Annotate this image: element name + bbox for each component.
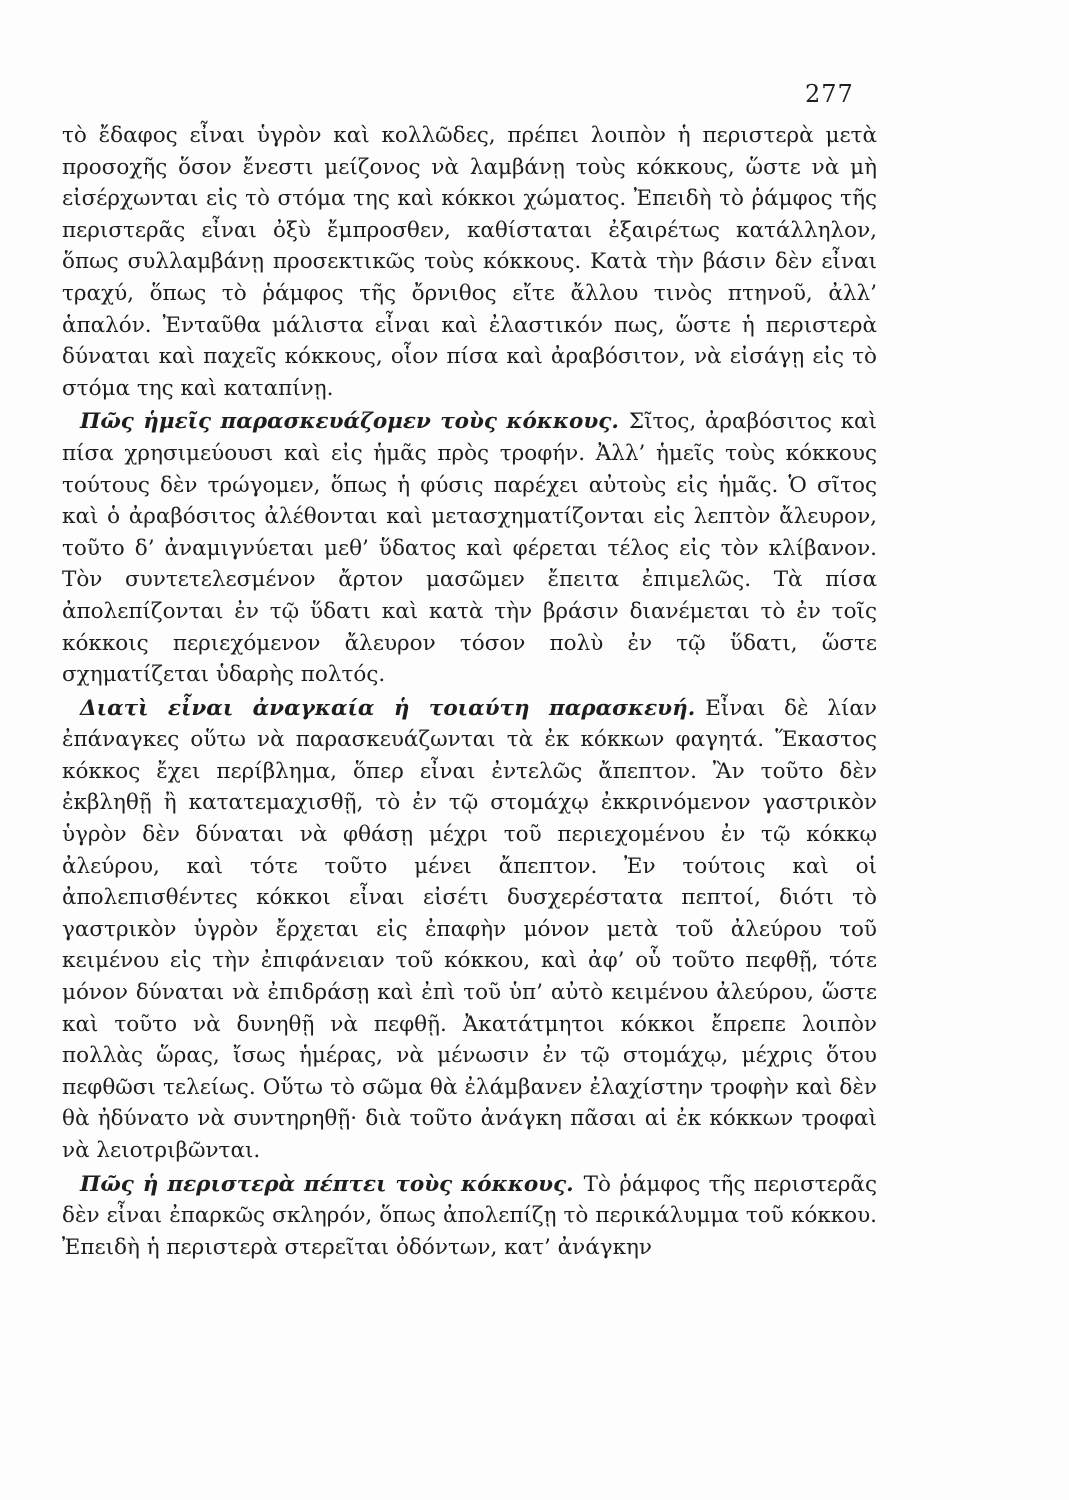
paragraph-3 xyxy=(62,693,877,1167)
paragraph-1-text: τὸ ἔδαφος εἶναι ὑγρὸν καὶ κολλῶδες, πρέπει λοιπὸν ἡ περιστερὰ μετὰ προσοχῆς ὅσον ἔνεστι μείζονος νὰ λαμβάνῃ τοὺς κόκκους, ὥστε νὰ μὴ εἰσέρχωνται εἰς τὸ στόμα της καὶ κόκκοι χώματος. Ἐπειδὴ τὸ ῥάμφος τῆς περιστερᾶς εἶναι ὀξὺ ἔμπροσθεν, καθίσταται ἐξαιρέτως κατάλληλον, ὅπως συλλαμβάνῃ προσεκτικῶς τοὺς κόκκους. Κατὰ τὴν βάσιν δὲν εἶναι τραχύ, ὅπως τὸ ῥάμφος τῆς ὄρνιθος εἴτε ἄλλου τινὸς πτηνοῦ, ἀλλ’ ἁπαλόν. Ἐνταῦθα μάλιστα εἶναι καὶ ἐλαστικόν πως, ὥστε ἡ περιστερὰ δύναται καὶ παχεῖς κόκκους, οἷον πίσα καὶ ἀραβόσιτον, νὰ εἰσάγῃ εἰς τὸ στόμα της καὶ καταπίνῃ. xyxy=(62,123,877,401)
page-number: 277 xyxy=(805,80,854,108)
section-heading-preparation: Πῶς ἡμεῖς παρασκευάζομεν τοὺς κόκκους. xyxy=(80,409,619,435)
section-heading-necessity: Διατὶ εἶναι ἀναγκαία ἡ τοιαύτη παρασκευή. xyxy=(80,695,696,721)
section-heading-digestion: Πῶς ἡ περιστερὰ πέπτει τοὺς κόκκους. xyxy=(80,1171,574,1197)
paragraph-3-text: Εἶναι δὲ λίαν ἐπάναγκες οὕτω νὰ παρασκευάζωνται τὰ ἐκ κόκκων φαγητά. Ἕκαστος κόκκος ἔχει περίβλημα, ὅπερ εἶναι ἐντελῶς ἄπεπτον. Ἂν τοῦτο δὲν ἐκβληθῇ ἢ κατατεμαχισθῇ, τὸ ἐν τῷ στομάχῳ ἐκκρινόμενον γαστρικὸν ὑγρὸν δὲν δύναται νὰ φθάσῃ μέχρι τοῦ περιεχομένου ἐν τῷ κόκκῳ ἀλεύρου, καὶ τότε τοῦτο μένει ἄπεπτον. Ἐν τούτοις καὶ οἱ ἀπολεπισθέντες κόκκοι εἶναι εἰσέτι δυσχερέστατα πεπτοί, διότι τὸ γαστρικὸν ὑγρὸν ἔρχεται εἰς ἐπαφὴν μόνον μετὰ τοῦ ἀλεύρου τοῦ κειμένου εἰς τὴν ἐπιφάνειαν τοῦ κόκκου, καὶ ἀφ’ οὗ τοῦτο πεφθῇ, τότε μόνον δύναται νὰ ἐπιδράσῃ καὶ ἐπὶ τοῦ ὑπ’ αὐτὸ κειμένου ἀλεύρου, ὥστε καὶ τοῦτο νὰ δυνηθῇ νὰ πεφθῇ. Ἀκατάτμητοι κόκκοι ἔπρεπε λοιπὸν πολλὰς ὥρας, ἴσως ἡμέρας, νὰ μένωσιν ἐν τῷ στομάχῳ, μέχρις ὅτου πεφθῶσι τελείως. Οὕτω τὸ σῶμα θὰ ἐλάμβανεν ἐλαχίστην τροφὴν καὶ δὲν θὰ ἠδύνατο νὰ συντηρηθῇ· διὰ τοῦτο ἀνάγκη πᾶσαι αἱ ἐκ κόκκων τροφαὶ νὰ λειοτριβῶνται. xyxy=(62,695,877,1163)
paragraph-4-text: Τὸ ῥάμφος τῆς περιστερᾶς δὲν εἶναι ἐπαρκῶς σκληρόν, ὅπως ἀπολεπίζῃ τὸ περικάλυμμα τοῦ κόκκου. Ἐπειδὴ ἡ περιστερὰ στερεῖται ὀδόντων, κατ’ ἀνάγκην xyxy=(62,1171,877,1260)
paragraph-2-text: Σῖτος, ἀραβόσιτος καὶ πίσα χρησιμεύουσι καὶ εἰς ἡμᾶς πρὸς τροφήν. Ἀλλ’ ἡμεῖς τοὺς κόκκους τούτους δὲν τρώγομεν, ὅπως ἡ φύσις παρέχει αὐτοὺς εἰς ἡμᾶς. Ὁ σῖτος καὶ ὁ ἀραβόσιτος ἀλέθονται καὶ μετασχηματίζονται εἰς λεπτὸν ἄλευρον, τοῦτο δ’ ἀναμιγνύεται μεθ’ ὕδατος καὶ φέρεται τέλος εἰς τὸν κλίβανον. Τὸν συντετελεσμένον ἄρτον μασῶμεν ἔπειτα ἐπιμελῶς. Τὰ πίσα ἀπολεπίζονται ἐν τῷ ὕδατι καὶ κατὰ τὴν βράσιν διανέμεται τὸ ἐν τοῖς κόκκοις περιεχόμενον ἄλευρον τόσον πολὺ ἐν τῷ ὕδατι, ὥστε σχηματίζεται ὑδαρὴς πολτός. xyxy=(62,409,877,688)
paragraph-1 xyxy=(62,120,877,404)
paragraph-2 xyxy=(62,406,877,690)
paragraph-4 xyxy=(62,1169,877,1264)
body-text xyxy=(62,120,877,1263)
